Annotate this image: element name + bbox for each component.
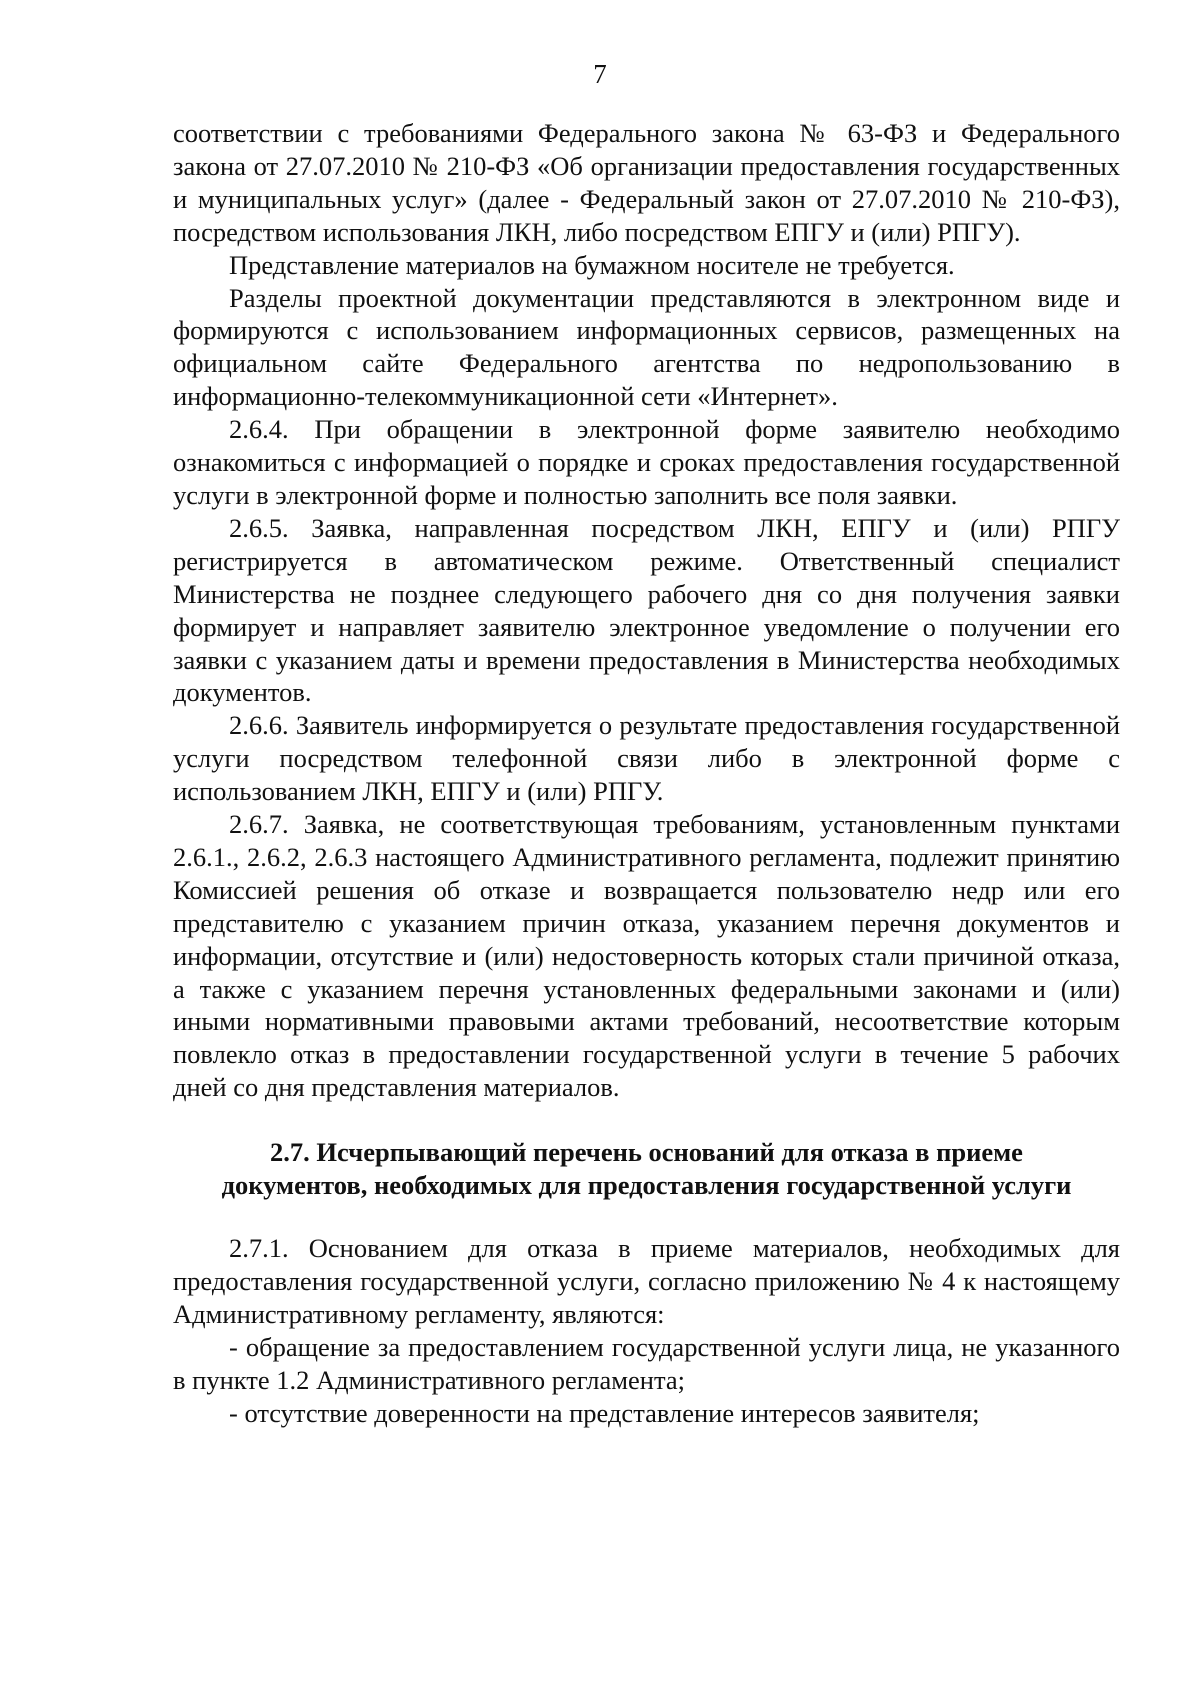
- paragraph-paper-not-required: Представление материалов на бумажном носителе не требуется.: [229, 249, 955, 280]
- list-item-missing-power-of-attorney: - отсутствие доверенности на представление интересов заявителя;: [229, 1397, 980, 1428]
- list-item-unauthorized-person: - обращение за предоставлением государственной услуги лица, не указанного в пункте 1.2 Административного регламента;: [173, 1331, 1120, 1395]
- paragraph-project-documentation: Разделы проектной документации представляются в электронном виде и формируются с использованием информационных сервисов, размещенных на официальном сайте Федерального агентства по недропользованию в информационно-телекоммуникационной сети «Интернет».: [173, 282, 1120, 412]
- page-number: 7: [593, 59, 607, 89]
- paragraph-2-6-6: 2.6.6. Заявитель информируется о результате предоставления государственной услуги посредством телефонной связи либо в электронной форме с использованием ЛКН, ЕПГУ и (или) РПГУ.: [173, 710, 1120, 807]
- paragraph-2-6-7: 2.6.7. Заявка, не соответствующая требованиям, установленным пунктами 2.6.1., 2.6.2, 2.6.3 настоящего Административного регламента, подлежит принятию Комиссией решения об отказе и возвращается пользователю недр или его представителю с указанием причин отказа, указанием перечня документов и информации, отсутствие и (или) недостоверность которых стали причиной отказа, а также с указанием перечня установленных федеральными законами и (или) иными нормативными правовыми актами требований, несоответствие которым повлекло отказ в предоставлении государственной услуги в течение 5 рабочих дней со дня представления материалов.: [173, 809, 1120, 1103]
- paragraph-2-7-1: 2.7.1. Основанием для отказа в приеме материалов, необходимых для предоставления государственной услуги, согласно приложению № 4 к настоящему Административному регламенту, являются:: [173, 1233, 1120, 1329]
- document-body: [173, 117, 1120, 1430]
- section-heading-2-7: [173, 1136, 1120, 1202]
- paragraph-2-6-4: 2.6.4. При обращении в электронной форме заявителю необходимо ознакомиться с информацией о порядке и сроках предоставления государственной услуги в электронной форме и полностью заполнить все поля заявки.: [173, 414, 1120, 510]
- paragraph-2-6-5: 2.6.5. Заявка, направленная посредством ЛКН, ЕПГУ и (или) РПГУ регистрируется в автоматическом режиме. Ответственный специалист Министерства не позднее следующего рабочего дня со дня получения заявки формирует и направляет заявителю электронное уведомление о получении его заявки с указанием даты и времени предоставления в Министерства необходимых документов.: [173, 512, 1120, 708]
- paragraph-continuation: соответствии с требованиями Федерального закона № 63-ФЗ и Федерального закона от 27.07.2010 № 210-ФЗ «Об организации предоставления государственных и муниципальных услуг» (далее - Федеральный закон от 27.07.2010 № 210-ФЗ), посредством использования ЛКН, либо посредством ЕПГУ и (или) РПГУ).: [173, 118, 1120, 247]
- section-heading-line-1: 2.7. Исчерпывающий перечень оснований для отказа в приеме: [270, 1137, 1023, 1168]
- section-heading-line-2: документов, необходимых для предоставления государственной услуги: [221, 1170, 1072, 1201]
